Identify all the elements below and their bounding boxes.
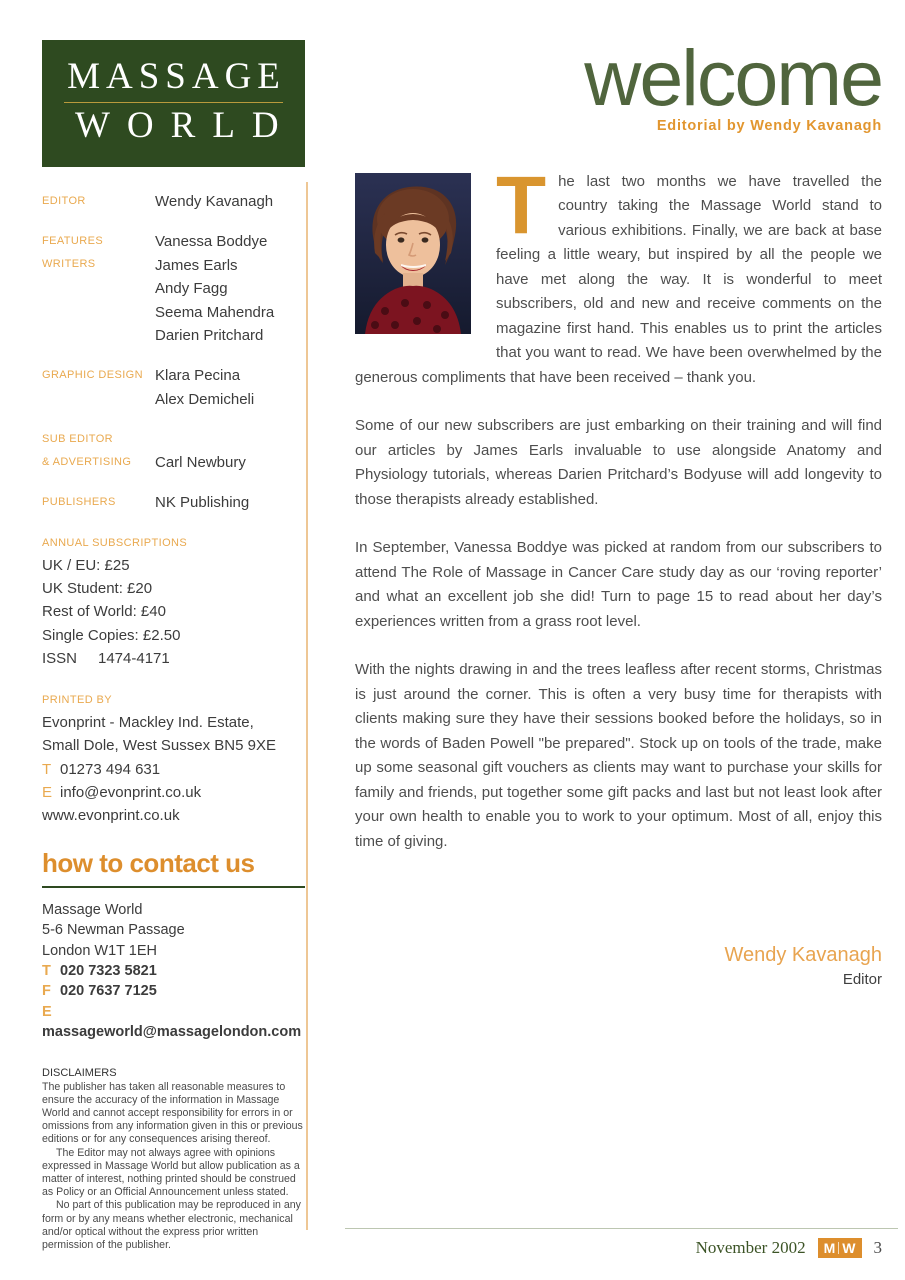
editor-portrait-photo [355,173,471,334]
credit-value: Andy Fagg [155,280,228,298]
contact-city: London W1T 1EH [42,942,157,959]
tel-prefix: T [42,962,51,979]
credit-editor [42,190,305,213]
disclaimers-label: DISCLAIMERS [42,1066,117,1079]
credit-label: FEATURES WRITERS [42,235,104,271]
badge-letter-w: W [842,1240,856,1256]
editorial-paragraph-1 [355,159,882,391]
email-prefix: E [42,1003,52,1020]
subscription-line: UK / EU: £25 [42,556,130,574]
subscriptions-label: ANNUAL SUBSCRIPTIONS [42,536,188,549]
issn-line [42,647,305,670]
fax-prefix: F [42,983,51,1000]
printer-email: info@evonprint.co.uk [60,783,202,801]
contact-email-line [42,1002,305,1043]
printer-phone: 01273 494 631 [60,760,161,778]
printer-website: www.evonprint.co.uk [42,807,180,825]
contact-details [42,900,305,1043]
credit-publishers [42,491,305,514]
credit-value: Vanessa Boddye [155,233,268,251]
page-number: 3 [873,1238,882,1257]
credit-label: GRAPHIC DESIGN [42,369,143,382]
printer-email-line [42,781,305,804]
subscription-line: Single Copies: £2.50 [42,626,181,644]
printer-address-line: Small Dole, West Sussex BN5 9XE [42,737,276,755]
editorial-paragraph-2: Some of our new subscribers are just embarking on their training and will find our articles by James Earls invaluable to use alongside Anatomy and Physiology tutorials, whereas Darien Pritchard’s Bodyuse will add longevity to those therapists already established. [355,417,882,508]
phone-prefix: T [42,760,52,778]
credit-value: Klara Pecina [155,367,241,385]
footer-rule [345,1228,898,1229]
printer-address-line: Evonprint - Mackley Ind. Estate, [42,713,254,731]
credits-list [42,190,305,515]
editorial-paragraph-4: With the nights drawing in and the trees leafless after recent storms, Christmas is just around the corner. This is often a very busy time for therapists with clients making sure they have their sessions booked before the holidays, so in the words of Baden Powell "be prepared". Stock up on tools of the trade, make up some seasonal gift vouchers as clients may want to purchase your skills for family and friends, put together some gift packs and last but not least look after your own health to enable you to work to your optimum. Most of all, enjoy this time of giving. [355,661,882,850]
credit-label: PUBLISHERS [42,496,116,509]
credit-graphic-design [42,364,305,411]
contact-tel: 020 7323 5821 [60,962,157,979]
logo-gold-rule [64,102,283,103]
contact-fax-line [42,981,305,1001]
credit-value: Seema Mahendra [155,303,275,321]
issue-date: November 2002 [695,1238,806,1257]
contact-name: Massage World [42,901,143,918]
paragraph-text: he last two months we have travelled the country taking the Massage World stand to various exhibitions. Finally, we are back at base feeling a little weary, but inspired by all the people we have met along the way. It is wonderful to meet subscribers, old and new and receive comments on the magazine first hand. This enables us to print the articles that you want to read. We have been overwhelmed by the generous compliments that have been received – thank you. [355,172,882,386]
disclaimer-paragraph: The publisher has taken all reasonable measures to ensure the accuracy of the information in Massage World and cannot accept responsibility for errors in or omissions from any information given in this or previous editions or for any consequences arising thereof. [42,1080,303,1146]
logo-line-2: WORLD [75,104,296,146]
credit-value: Alex Demicheli [155,390,255,408]
credit-features-writers [42,230,305,347]
subscription-line: Rest of World: £40 [42,603,166,621]
column-divider-rule [306,182,308,1230]
printed-by [42,689,305,828]
credit-label: SUB EDITOR [42,433,114,446]
contact-email: massageworld@massagelondon.com [42,1024,302,1041]
subscription-line: UK Student: £20 [42,580,153,598]
contact-fax: 020 7637 7125 [60,983,157,1000]
credit-sub-editor-advertising [42,428,305,474]
credit-value: NK Publishing [155,494,250,512]
badge-divider [838,1242,839,1254]
signature-role: Editor [842,971,882,989]
credit-label: EDITOR [42,195,86,207]
annual-subscriptions [42,532,305,671]
editorial-byline: Editorial by Wendy Kavanagh [656,117,882,134]
signature-block [355,942,882,991]
credit-value: Wendy Kavanagh [155,193,274,210]
issn-number: 1474-4171 [98,650,170,668]
credit-label: & ADVERTISING [42,456,132,469]
contact-street: 5-6 Newman Passage [42,922,185,939]
masthead-sidebar [42,40,305,1252]
editorial-paragraph-3: In September, Vanessa Boddye was picked at random from our subscribers to attend The Role of Massage in Cancer Care study day as our ‘roving reporter’ and what an excellent job she did! Turn to page 15 to read about her day’s experiences written from a grass root level. [355,539,882,630]
signature-name: Wendy Kavanagh [724,944,882,967]
badge-letter-m: M [823,1240,836,1256]
printed-by-label: PRINTED BY [42,693,113,706]
disclaimer-paragraph: The Editor may not always agree with opinions expressed in Massage World but allow publication as a matter of interest, nothing printed should be construed as Policy or an Official Announcement unless stated. [42,1146,300,1199]
disclaimer-paragraph: No part of this publication may be reproduced in any form or by any means whether electronic, mechanical and/or optical without the express prior written permission of the publisher. [42,1199,301,1251]
disclaimers [42,1066,305,1253]
logo-line-1: MASSAGE [67,56,286,97]
credit-value: James Earls [155,256,238,274]
issn-label: ISSN [42,650,78,668]
page-footer [345,1238,882,1258]
how-to-contact-us-heading: how to contact us [42,848,305,888]
dropcap-letter: T [496,159,547,251]
editorial-body [355,159,882,855]
credit-value: Carl Newbury [155,453,246,471]
editorial-column [355,33,882,991]
credit-value: Darien Pritchard [155,327,264,345]
contact-tel-line [42,961,305,981]
massage-world-logo [42,40,305,167]
email-prefix: E [42,783,53,801]
page-title: welcome [584,33,882,122]
printer-phone-line [42,758,305,781]
mw-logo-badge [818,1238,862,1258]
